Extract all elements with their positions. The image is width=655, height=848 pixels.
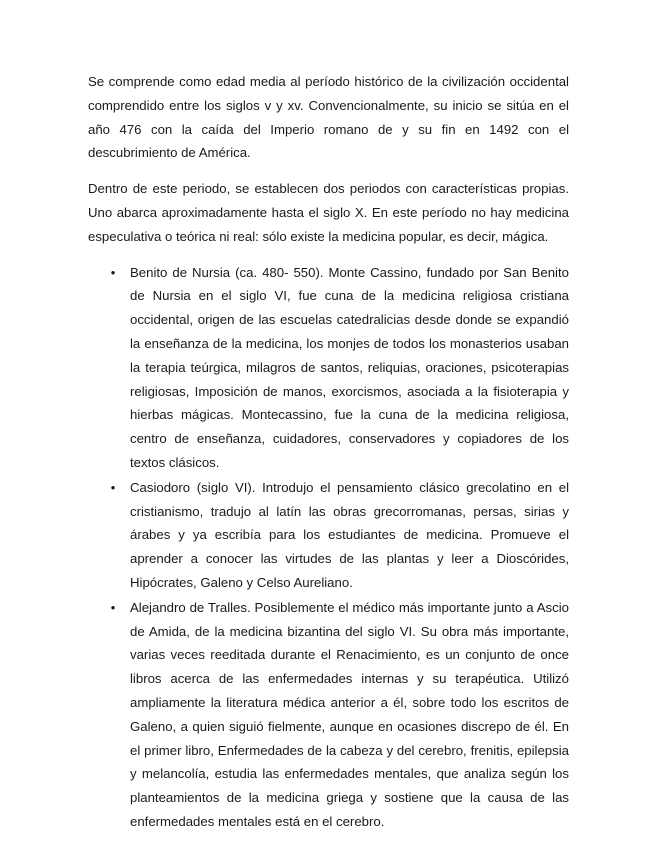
periods-paragraph: Dentro de este periodo, se establecen dos periodos con características propias. Uno abarca aproximadamente hasta el siglo X. En este período no hay medicina especulativa o teórica ni real: sólo existe la medicina popular, es decir, mágica.	[88, 181, 569, 244]
list-item	[88, 261, 569, 475]
intro-paragraph: Se comprende como edad media al período histórico de la civilización occidental comprendido entre los siglos v y xv. Convencionalmente, su inicio se sitúa en el año 476 con la caída del Imperio romano de y su fin en 1492 con el descubrimiento de América.	[88, 74, 569, 161]
list-item-text: Alejandro de Tralles. Posiblemente el médico más importante junto a Ascio de Amida, de la medicina bizantina del siglo VI. Su obra más importante, varias veces reeditada durante el Renacimiento, es un conjunto de once libros acerca de las enfermedades internas y su terapéutica. Utilizó ampliamente la literatura médica anterior a él, sobre todo los escritos de Galeno, a quien siguió fielmente, aunque en ocasiones discrepo de él. En el primer libro, Enfermedades de la cabeza y del cerebro, frenitis, epilepsia y melancolía, estudia las enfermedades mentales, que analiza según los planteamientos de la medicina griega y sostiene que la causa de las enfermedades mentales está en el cerebro.	[130, 599, 569, 829]
bullet-icon: •	[110, 479, 116, 495]
list-item-text: Casiodoro (siglo VI). Introdujo el pensamiento clásico grecolatino en el cristianismo, tradujo al latín las obras grecorromanas, persas, sirias y árabes y ya escribía para los estudiantes de medicina. Promueve el aprender a conocer las virtudes de las plantas y leer a Dioscórides, Hipócrates, Galeno y Celso Aureliano.	[130, 479, 569, 590]
list-item-text: Benito de Nursia (ca. 480- 550). Monte Cassino, fundado por San Benito de Nursia en el siglo VI, fue cuna de la medicina religiosa cristiana occidental, origen de las escuelas catedralicias desde donde se expandió la enseñanza de la medicina, los monjes de todos los monasterios usaban la terapia teúrgica, milagros de santos, reliquias, oraciones, psicoterapias religiosas, Imposición de manos, exorcismos, asociada a la fisioterapia y hierbas mágicas. Montecassino, fue la cuna de la medicina religiosa, centro de enseñanza, cuidadores, conservadores y copiadores de los textos clásicos.	[130, 264, 569, 470]
list-item	[88, 596, 569, 834]
bullet-icon: •	[110, 264, 116, 280]
list-item	[88, 476, 569, 595]
bullet-icon: •	[110, 599, 116, 615]
bullet-list	[88, 261, 569, 834]
